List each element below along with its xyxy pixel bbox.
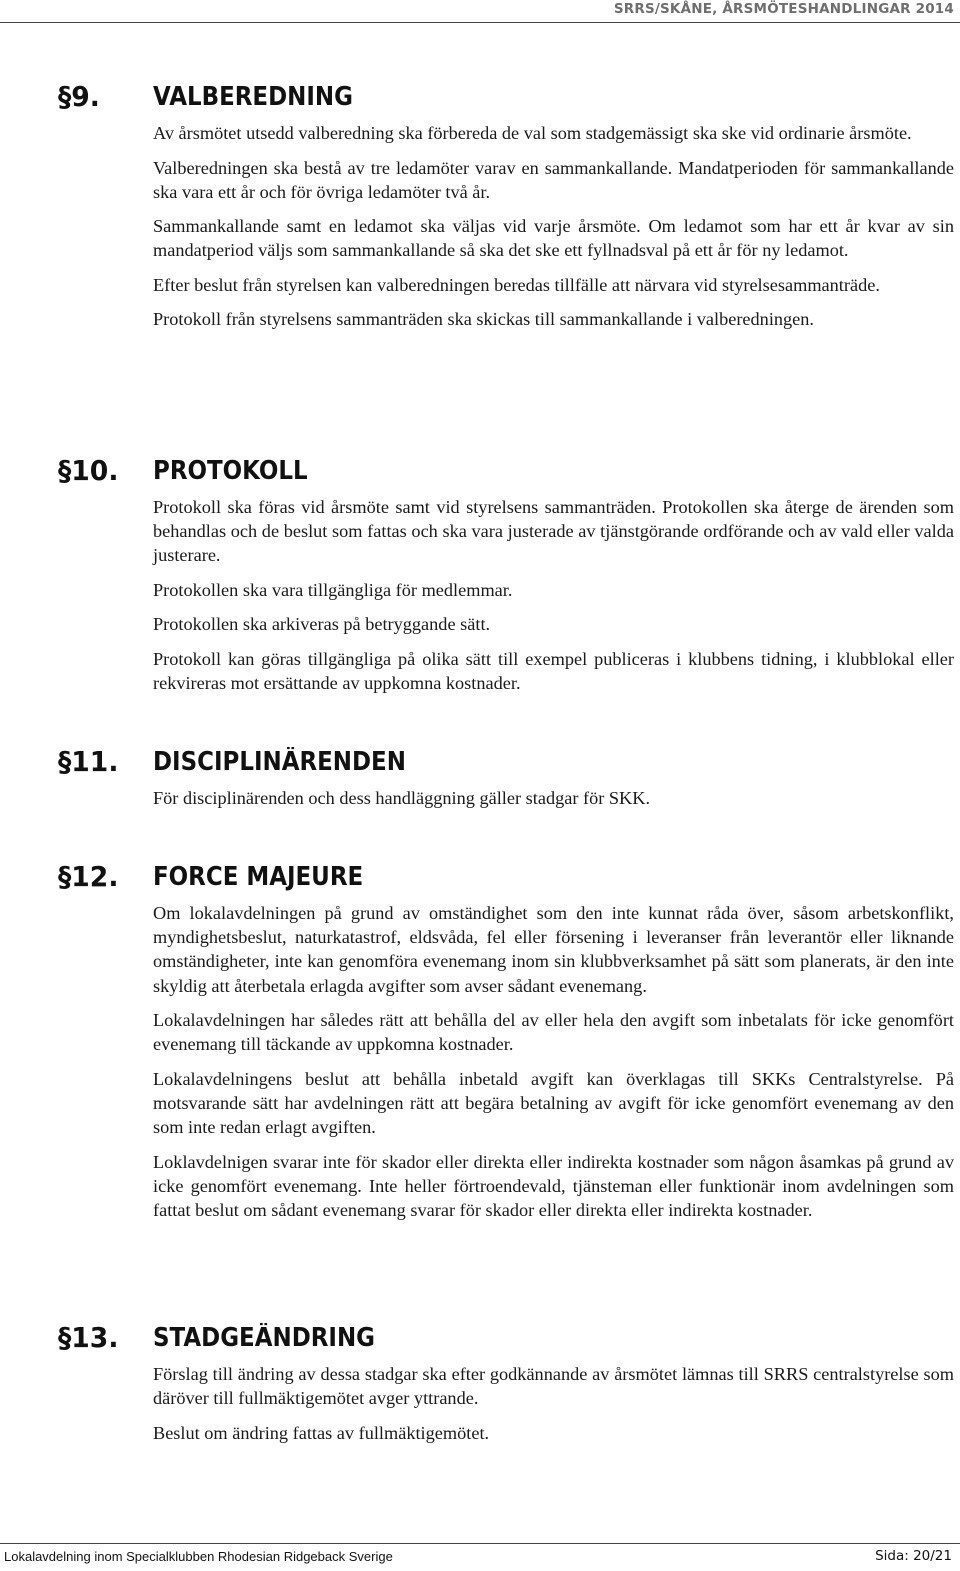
section-title: STADGEÄNDRING <box>153 1323 376 1353</box>
header-title: SRRS/SKÅNE, ÅRSMÖTESHANDLINGAR 2014 <box>613 1 954 17</box>
section-body <box>153 1362 954 1455</box>
page-header <box>0 0 960 24</box>
section-title: VALBEREDNING <box>153 82 353 112</box>
paragraph: Loklavdelnigen svarar inte för skador eller direkta eller indirekta kostnader som någon åsamkas på grund av icke genomfört evenemang. Inte heller förtroendevald, tjänsteman eller funktionär inom avdelningen som fattat beslut om sådant evenemang svarar för skador eller direkta eller indirekta kostnader. <box>153 1151 954 1221</box>
footer-organization: Lokalavdelning inom Specialklubben Rhodesian Ridgeback Sverige <box>4 1549 393 1564</box>
section-number: §9. <box>58 80 100 113</box>
paragraph: Lokalavdelningen har således rätt att behålla del av eller hela den avgift som inbetalats för icke genomfört evenemang till täckande av uppkomna kostnader. <box>153 1010 954 1055</box>
section-title: FORCE MAJEURE <box>153 862 364 892</box>
section-body <box>153 495 954 706</box>
paragraph: Förslag till ändring av dessa stadgar ska efter godkännande av årsmötet lämnas till SRRS centralstyrelse som däröver till fullmäktigemötet avger yttrande. <box>153 1364 954 1409</box>
page-footer <box>0 1535 960 1571</box>
paragraph: Protokoll ska föras vid årsmöte samt vid styrelsens sammanträden. Protokollen ska återge de ärenden som behandlas och de beslut som fattas och ska vara justerade av tjänstgörande ordförande och av vald eller valda justerare. <box>153 497 954 566</box>
section-title: DISCIPLINÄRENDEN <box>153 747 406 777</box>
paragraph: Lokalavdelningens beslut att behålla inbetald avgift kan överklagas till SKKs Centralstyrelse. På motsvarande sätt har avdelningen rätt att begära betalning av avgift för icke genomfört evenemang av den som inte redan erlagt avgiften. <box>153 1068 954 1138</box>
header-rule <box>0 22 960 23</box>
section-body <box>153 901 954 1233</box>
paragraph: Sammankallande samt en ledamot ska väljas vid varje årsmöte. Om ledamot som har ett år kvar av sin mandatperiod väljs som sammankallande så ska det ske ett fyllnadsval på ett år för ny ledamot. <box>153 216 954 261</box>
paragraph: Efter beslut från styrelsen kan valberedningen beredas tillfälle att närvara vid styrelsesammanträde. <box>153 274 880 295</box>
paragraph: Protokoll kan göras tillgängliga på olika sätt till exempel publiceras i klubbens tidning, i klubblokal eller rekvireras mot ersättande av uppkomna kostnader. <box>153 648 954 694</box>
paragraph: Av årsmötet utsedd valberedning ska förbereda de val som stadgemässigt ska ske vid ordinarie årsmöte. <box>153 123 912 143</box>
section-body <box>153 786 954 821</box>
paragraph: Protokollen ska vara tillgängliga för medlemmar. <box>153 579 513 600</box>
paragraph: Beslut om ändring fattas av fullmäktigemötet. <box>153 1422 490 1443</box>
paragraph: Protokollen ska arkiveras på betryggande sätt. <box>153 614 491 635</box>
section-number: §12. <box>58 860 119 893</box>
section-number: §13. <box>58 1321 119 1354</box>
section-number: §10. <box>58 454 119 487</box>
footer-rule <box>0 1543 960 1544</box>
paragraph: För disciplinärenden och dess handläggning gäller stadgar för SKK. <box>153 788 651 808</box>
paragraph: Protokoll från styrelsens sammanträden ska skickas till sammankallande i valberedningen. <box>153 309 814 330</box>
paragraph: Om lokalavdelningen på grund av omständighet som den inte kunnat råda över, såsom arbetskonflikt, myndighetsbeslut, naturkatastrof, eldsvåda, fel eller försening i leveranser från leverantör eller liknande omständigheter, inte kan genomföra evenemang inom sin klubbverksamhet på sätt som planerats, är den inte skyldig att återbetala erlagda avgifter som avser sådant evenemang. <box>153 903 954 996</box>
section-title: PROTOKOLL <box>153 456 308 486</box>
page-number: Sida: 20/21 <box>875 1548 952 1564</box>
paragraph: Valberedningen ska bestå av tre ledamöter varav en sammankallande. Mandatperioden för sammankallande ska vara ett år och för övriga ledamöter två år. <box>153 157 954 202</box>
section-body <box>153 121 954 342</box>
section-number: §11. <box>58 745 119 778</box>
